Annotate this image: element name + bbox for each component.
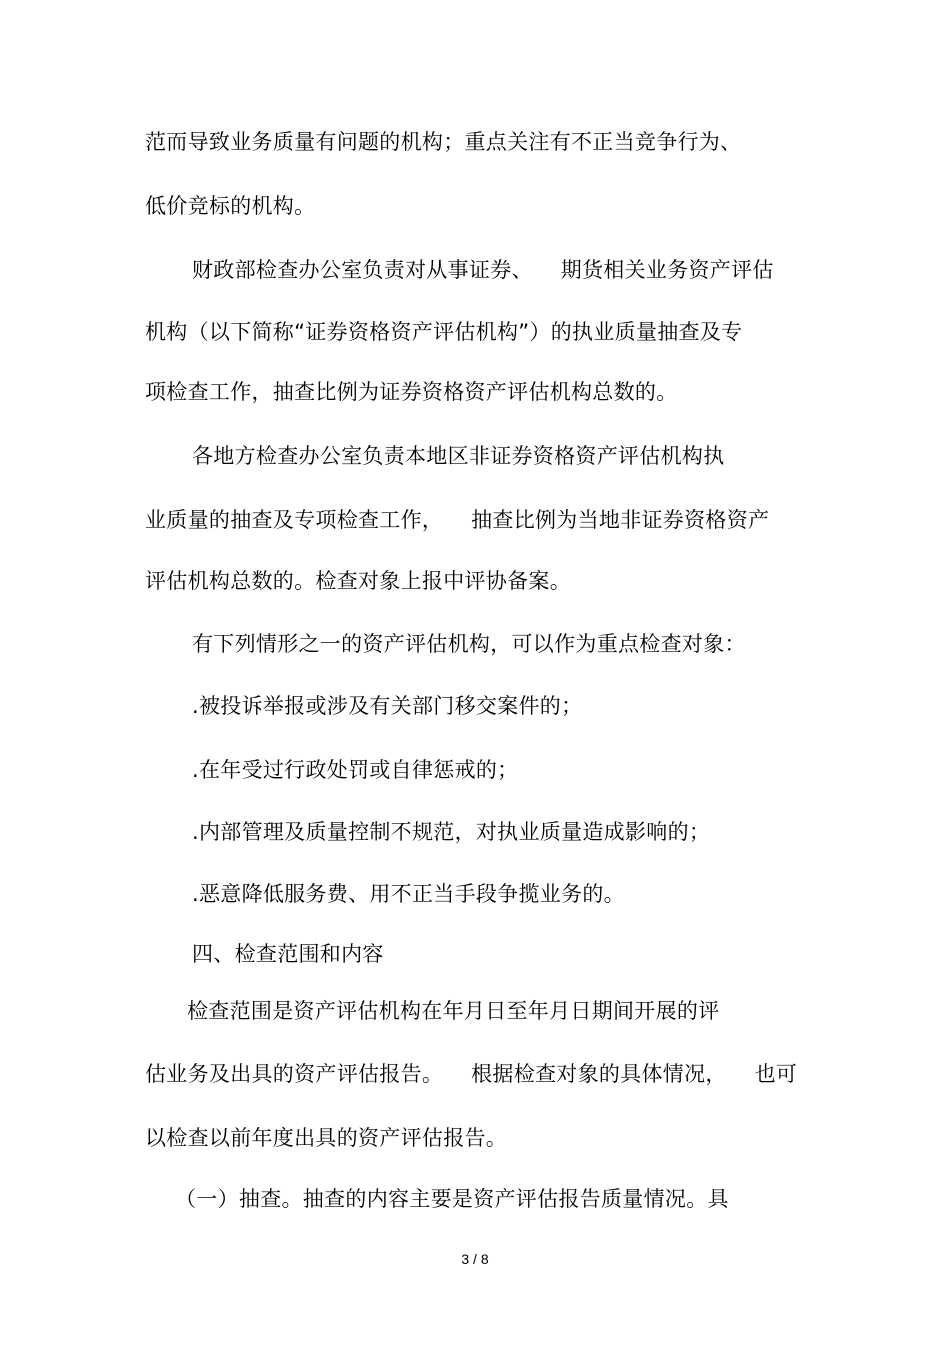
text-line-7: 业质量的抽查及专项检查工作， 抽查比例为当地非证券资格资产 xyxy=(145,508,770,532)
text-line-8: 评估机构总数的。检查对象上报中评协备案。 xyxy=(145,569,571,593)
text-line-1: 范而导致业务质量有问题的机构；重点关注有不正当竞争行为、 xyxy=(145,130,742,154)
text-line-17: 以检查以前年度出具的资产评估报告。 xyxy=(145,1126,508,1150)
section-heading: 四、检查范围和内容 xyxy=(192,942,384,966)
text-line-15: 检查范围是资产评估机构在年月日至年月日期间开展的评 xyxy=(187,999,720,1023)
list-item-2: .在年受过行政处罚或自律惩戒的； xyxy=(192,758,519,782)
text-line-5: 项检查工作，抽查比例为证券资格资产评估机构总数的。 xyxy=(145,380,678,404)
text-line-4: 机构（以下简称“证券资格资产评估机构”）的执业质量抽查及专 xyxy=(145,320,743,344)
text-line-6: 各地方检查办公室负责本地区非证券资格资产评估机构执 xyxy=(192,444,725,468)
list-item-4: .恶意降低服务费、用不正当手段争揽业务的。 xyxy=(192,882,625,906)
text-line-2: 低价竞标的机构。 xyxy=(145,194,316,218)
page-number: 3 / 8 xyxy=(461,1251,489,1267)
list-item-3: .内部管理及质量控制不规范，对执业质量造成影响的； xyxy=(192,820,711,844)
text-line-9: 有下列情形之一的资产评估机构，可以作为重点检查对象： xyxy=(192,632,746,656)
list-item-1: .被投诉举报或涉及有关部门移交案件的； xyxy=(192,694,583,718)
text-line-3: 财政部检查办公室负责对从事证券、 期货相关业务资产评估 xyxy=(192,258,774,282)
text-line-18: （一）抽查。抽查的内容主要是资产评估报告质量情况。具 xyxy=(175,1187,729,1211)
text-line-16: 估业务及出具的资产评估报告。 根据检查对象的具体情况， 也可 xyxy=(145,1062,798,1086)
